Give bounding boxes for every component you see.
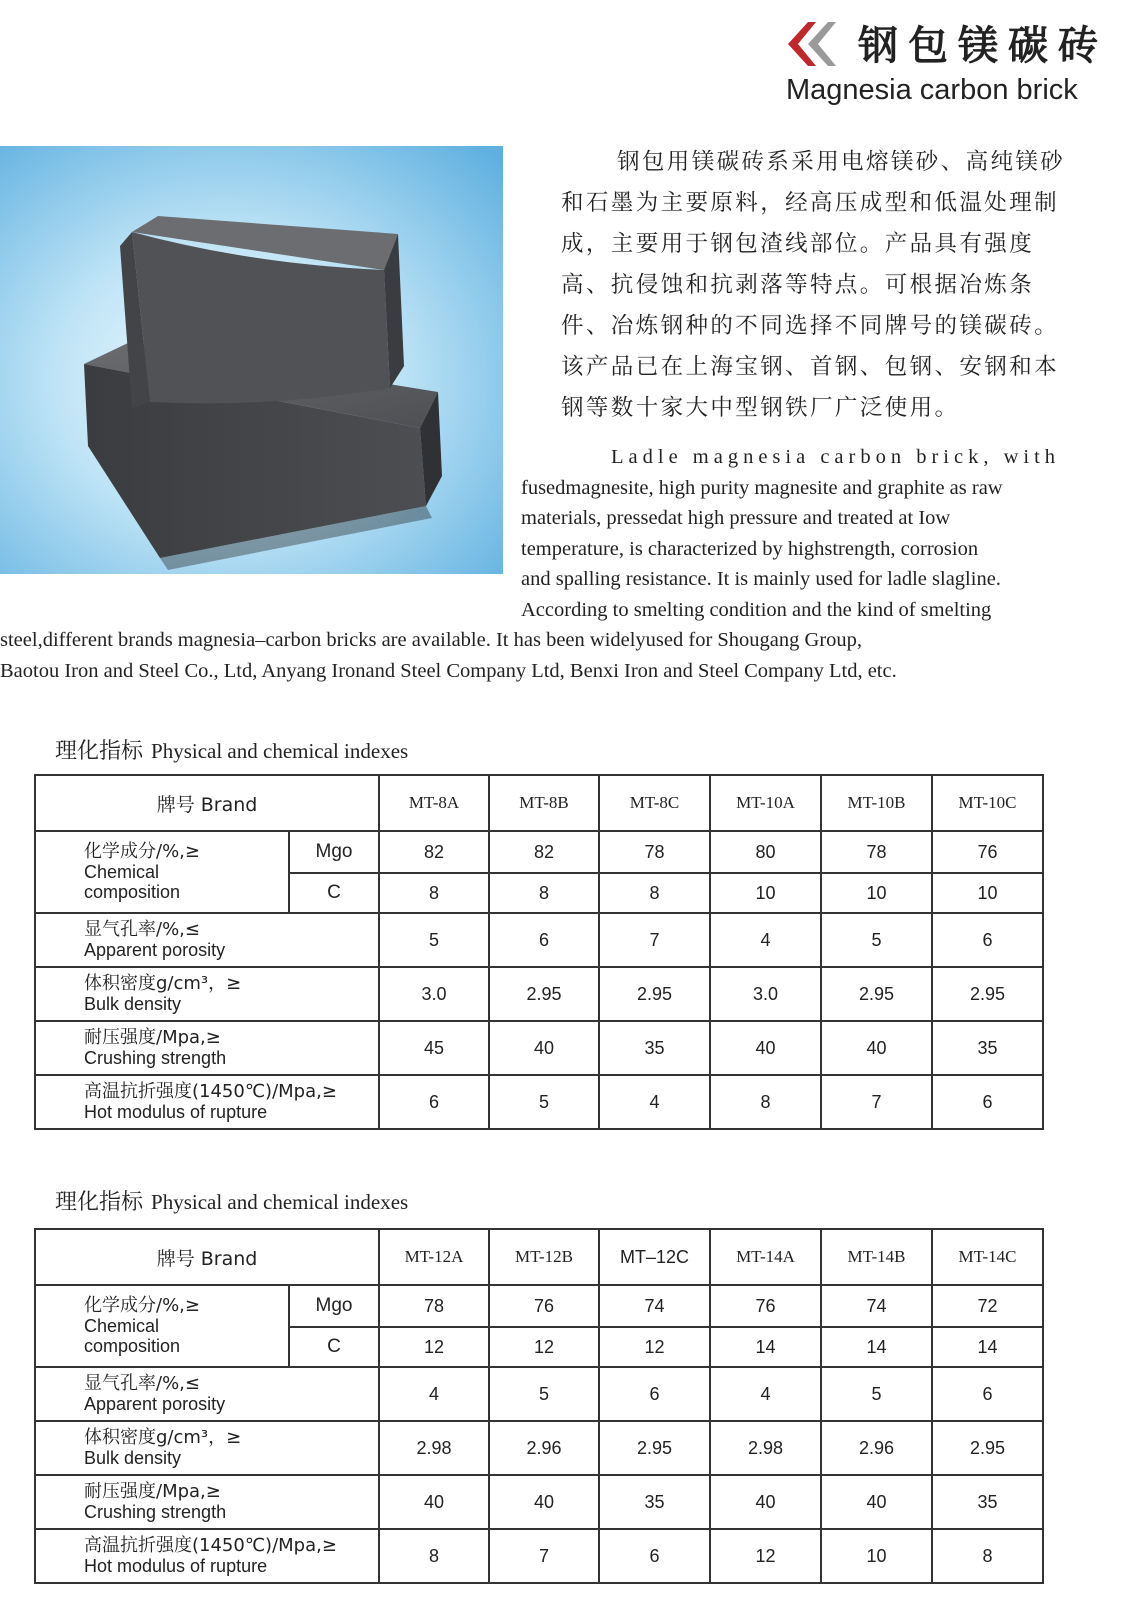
value-cell: 40 [821, 1021, 932, 1075]
value-cell: 8 [710, 1075, 821, 1129]
intro-en-line: steel,different brands magnesia–carbon bricks are available. It has been widelyused for Shougang Group, [0, 629, 863, 651]
intro-cn-line: 高、抗侵蚀和抗剥落等特点。可根据冶炼条 [561, 272, 1035, 298]
intro-cn-line: 该产品已在上海宝钢、首钢、包钢、安钢和本 [561, 354, 1060, 380]
intro-en-line: temperature, is characterized by highstrength, corrosion [521, 537, 979, 560]
value-cell: 40 [821, 1475, 932, 1529]
brand-cell: MT-10B [821, 775, 932, 831]
property-label [35, 913, 379, 967]
value-cell: 76 [710, 1285, 821, 1327]
intro-en-line: fusedmagnesite, high purity magnesite and graphite as raw [521, 476, 1003, 499]
value-cell: 12 [379, 1327, 489, 1367]
value-cell: 7 [821, 1075, 932, 1129]
property-label [35, 1367, 379, 1421]
property-label-cn: 体积密度g/cm³，≥ [84, 973, 242, 994]
value-cell: 6 [379, 1075, 489, 1129]
brand-cell: MT-10A [710, 775, 821, 831]
value-cell: 12 [489, 1327, 599, 1367]
value-cell: 4 [599, 1075, 710, 1129]
value-cell: 74 [599, 1285, 710, 1327]
mgo-row [35, 1285, 1043, 1327]
double-chevron-left-icon [786, 20, 838, 68]
intro-text-en [0, 442, 1110, 686]
intro-en-line: According to smelting condition and the kind of smelting [521, 598, 992, 621]
brand-cell: MT-14B [821, 1229, 932, 1285]
section-title-en: Physical and chemical indexes [151, 1190, 409, 1214]
value-cell: 8 [379, 1529, 489, 1583]
value-cell: 72 [932, 1285, 1043, 1327]
value-cell: 78 [599, 831, 710, 873]
value-cell: 76 [489, 1285, 599, 1327]
porosity-row [35, 1367, 1043, 1421]
property-label-en: Hot modulus of rupture [84, 1102, 268, 1122]
property-label-en: Apparent porosity [84, 940, 226, 960]
section-title-cn: 理化指标 [55, 739, 144, 764]
chem-composition-label [35, 831, 289, 913]
property-label-cn: 耐压强度/Mpa,≥ [84, 1481, 221, 1502]
value-cell: 2.96 [821, 1421, 932, 1475]
brand-cell: MT-12B [489, 1229, 599, 1285]
property-label [35, 1529, 379, 1583]
chem-label-cn: 化学成分/%,≥ [84, 1295, 200, 1316]
section-title [55, 1185, 408, 1216]
value-cell: 82 [379, 831, 489, 873]
brand-row [35, 1229, 1043, 1285]
value-cell: 2.98 [710, 1421, 821, 1475]
chem-label-en1: Chemical [84, 1316, 160, 1336]
value-cell: 78 [379, 1285, 489, 1327]
mgo-label: Mgo [289, 831, 379, 873]
value-cell: 14 [821, 1327, 932, 1367]
brand-cell: MT-14A [710, 1229, 821, 1285]
section-title-en: Physical and chemical indexes [151, 739, 409, 763]
mgo-label: Mgo [289, 1285, 379, 1327]
chem-label-en1: Chemical [84, 862, 160, 882]
value-cell: 5 [821, 1367, 932, 1421]
value-cell: 2.98 [379, 1421, 489, 1475]
value-cell: 40 [489, 1475, 599, 1529]
value-cell: 40 [489, 1021, 599, 1075]
value-cell: 78 [821, 831, 932, 873]
brand-row [35, 775, 1043, 831]
bulk-density-row [35, 967, 1043, 1021]
value-cell: 2.95 [599, 1421, 710, 1475]
value-cell: 5 [489, 1075, 599, 1129]
value-cell: 10 [821, 1529, 932, 1583]
value-cell: 5 [821, 913, 932, 967]
value-cell: 7 [599, 913, 710, 967]
value-cell: 4 [710, 1367, 821, 1421]
property-label-cn: 高温抗折强度(1450℃)/Mpa,≥ [84, 1081, 337, 1102]
property-label-en: Hot modulus of rupture [84, 1556, 268, 1576]
brand-cell: MT-8A [379, 775, 489, 831]
page-title-cn: 钢包镁碳砖 [858, 22, 1108, 69]
porosity-row [35, 913, 1043, 967]
value-cell: 10 [710, 873, 821, 913]
crushing-strength-row [35, 1021, 1043, 1075]
value-cell: 12 [599, 1327, 710, 1367]
property-label-cn: 高温抗折强度(1450℃)/Mpa,≥ [84, 1535, 337, 1556]
bulk-density-row [35, 1421, 1043, 1475]
hot-modulus-row [35, 1075, 1043, 1129]
intro-en-line: and spalling resistance. It is mainly used for ladle slagline. [521, 568, 1001, 590]
value-cell: 7 [489, 1529, 599, 1583]
property-label-en: Crushing strength [84, 1502, 227, 1522]
intro-cn-line: 钢包用镁碳砖系采用电熔镁砂、高纯镁砂 [617, 149, 1066, 175]
value-cell: 6 [489, 913, 599, 967]
hot-modulus-row [35, 1529, 1043, 1583]
property-label [35, 1021, 379, 1075]
property-label [35, 1421, 379, 1475]
value-cell: 76 [932, 831, 1043, 873]
spec-table [34, 774, 1044, 1130]
value-cell: 12 [710, 1529, 821, 1583]
value-cell: 74 [821, 1285, 932, 1327]
value-cell: 2.95 [821, 967, 932, 1021]
value-cell: 5 [489, 1367, 599, 1421]
property-label-cn: 显气孔率/%,≤ [84, 919, 200, 940]
property-label-en: Crushing strength [84, 1048, 227, 1068]
value-cell: 35 [599, 1021, 710, 1075]
crushing-strength-row [35, 1475, 1043, 1529]
value-cell: 40 [710, 1021, 821, 1075]
value-cell: 8 [379, 873, 489, 913]
value-cell: 6 [599, 1367, 710, 1421]
value-cell: 3.0 [710, 967, 821, 1021]
value-cell: 6 [932, 913, 1043, 967]
chem-label-en2: composition [84, 882, 181, 902]
value-cell: 8 [932, 1529, 1043, 1583]
brand-cell: MT-8B [489, 775, 599, 831]
property-label-cn: 显气孔率/%,≤ [84, 1373, 200, 1394]
value-cell: 10 [932, 873, 1043, 913]
value-cell: 6 [599, 1529, 710, 1583]
value-cell: 40 [379, 1475, 489, 1529]
brand-cell: MT-12A [379, 1229, 489, 1285]
property-label-en: Apparent porosity [84, 1394, 226, 1414]
intro-cn-line: 成，主要用于钢包渣线部位。产品具有强度 [561, 231, 1035, 257]
property-label-en: Bulk density [84, 1448, 182, 1468]
intro-en-line: Ladle magnesia carbon brick, with [611, 446, 1061, 468]
property-label [35, 967, 379, 1021]
intro-en-line: Baotou Iron and Steel Co., Ltd, Anyang Ironand Steel Company Ltd, Benxi Iron and Steel Company Ltd, etc. [0, 659, 897, 682]
intro-cn-line: 件、冶炼钢种的不同选择不同牌号的镁碳砖。 [561, 313, 1060, 339]
brand-cell: MT-10C [932, 775, 1043, 831]
brand-header: 牌号 Brand [35, 775, 379, 831]
value-cell: 40 [710, 1475, 821, 1529]
value-cell: 4 [379, 1367, 489, 1421]
brand-cell: MT-8C [599, 775, 710, 831]
value-cell: 2.95 [932, 1421, 1043, 1475]
chem-composition-label [35, 1285, 289, 1367]
page-title-en: Magnesia carbon brick [786, 74, 1078, 106]
value-cell: 10 [821, 873, 932, 913]
value-cell: 2.96 [489, 1421, 599, 1475]
value-cell: 3.0 [379, 967, 489, 1021]
property-label [35, 1475, 379, 1529]
intro-cn-line: 和石墨为主要原料，经高压成型和低温处理制 [561, 190, 1060, 216]
intro-en-line: materials, pressedat high pressure and treated at Iow [521, 507, 951, 529]
value-cell: 35 [932, 1475, 1043, 1529]
spec-table [34, 1228, 1044, 1584]
value-cell: 80 [710, 831, 821, 873]
property-label-cn: 体积密度g/cm³，≥ [84, 1427, 242, 1448]
value-cell: 5 [379, 913, 489, 967]
value-cell: 4 [710, 913, 821, 967]
property-label-cn: 耐压强度/Mpa,≥ [84, 1027, 221, 1048]
value-cell: 6 [932, 1075, 1043, 1129]
value-cell: 6 [932, 1367, 1043, 1421]
intro-cn-line: 钢等数十家大中型钢铁厂广泛使用。 [561, 395, 960, 421]
value-cell: 82 [489, 831, 599, 873]
brand-cell: MT–12C [599, 1229, 710, 1285]
c-label: C [289, 873, 379, 913]
value-cell: 14 [932, 1327, 1043, 1367]
section-title [55, 734, 408, 765]
mgo-row [35, 831, 1043, 873]
c-label: C [289, 1327, 379, 1367]
value-cell: 35 [932, 1021, 1043, 1075]
value-cell: 2.95 [599, 967, 710, 1021]
value-cell: 14 [710, 1327, 821, 1367]
brand-header: 牌号 Brand [35, 1229, 379, 1285]
brand-cell: MT-14C [932, 1229, 1043, 1285]
chem-label-cn: 化学成分/%,≥ [84, 841, 200, 862]
value-cell: 2.95 [489, 967, 599, 1021]
value-cell: 8 [599, 873, 710, 913]
intro-text-cn [561, 142, 1109, 429]
section-title-cn: 理化指标 [55, 1190, 144, 1215]
chem-label-en2: composition [84, 1336, 181, 1356]
property-label-en: Bulk density [84, 994, 182, 1014]
value-cell: 8 [489, 873, 599, 913]
property-label [35, 1075, 379, 1129]
value-cell: 35 [599, 1475, 710, 1529]
value-cell: 45 [379, 1021, 489, 1075]
value-cell: 2.95 [932, 967, 1043, 1021]
